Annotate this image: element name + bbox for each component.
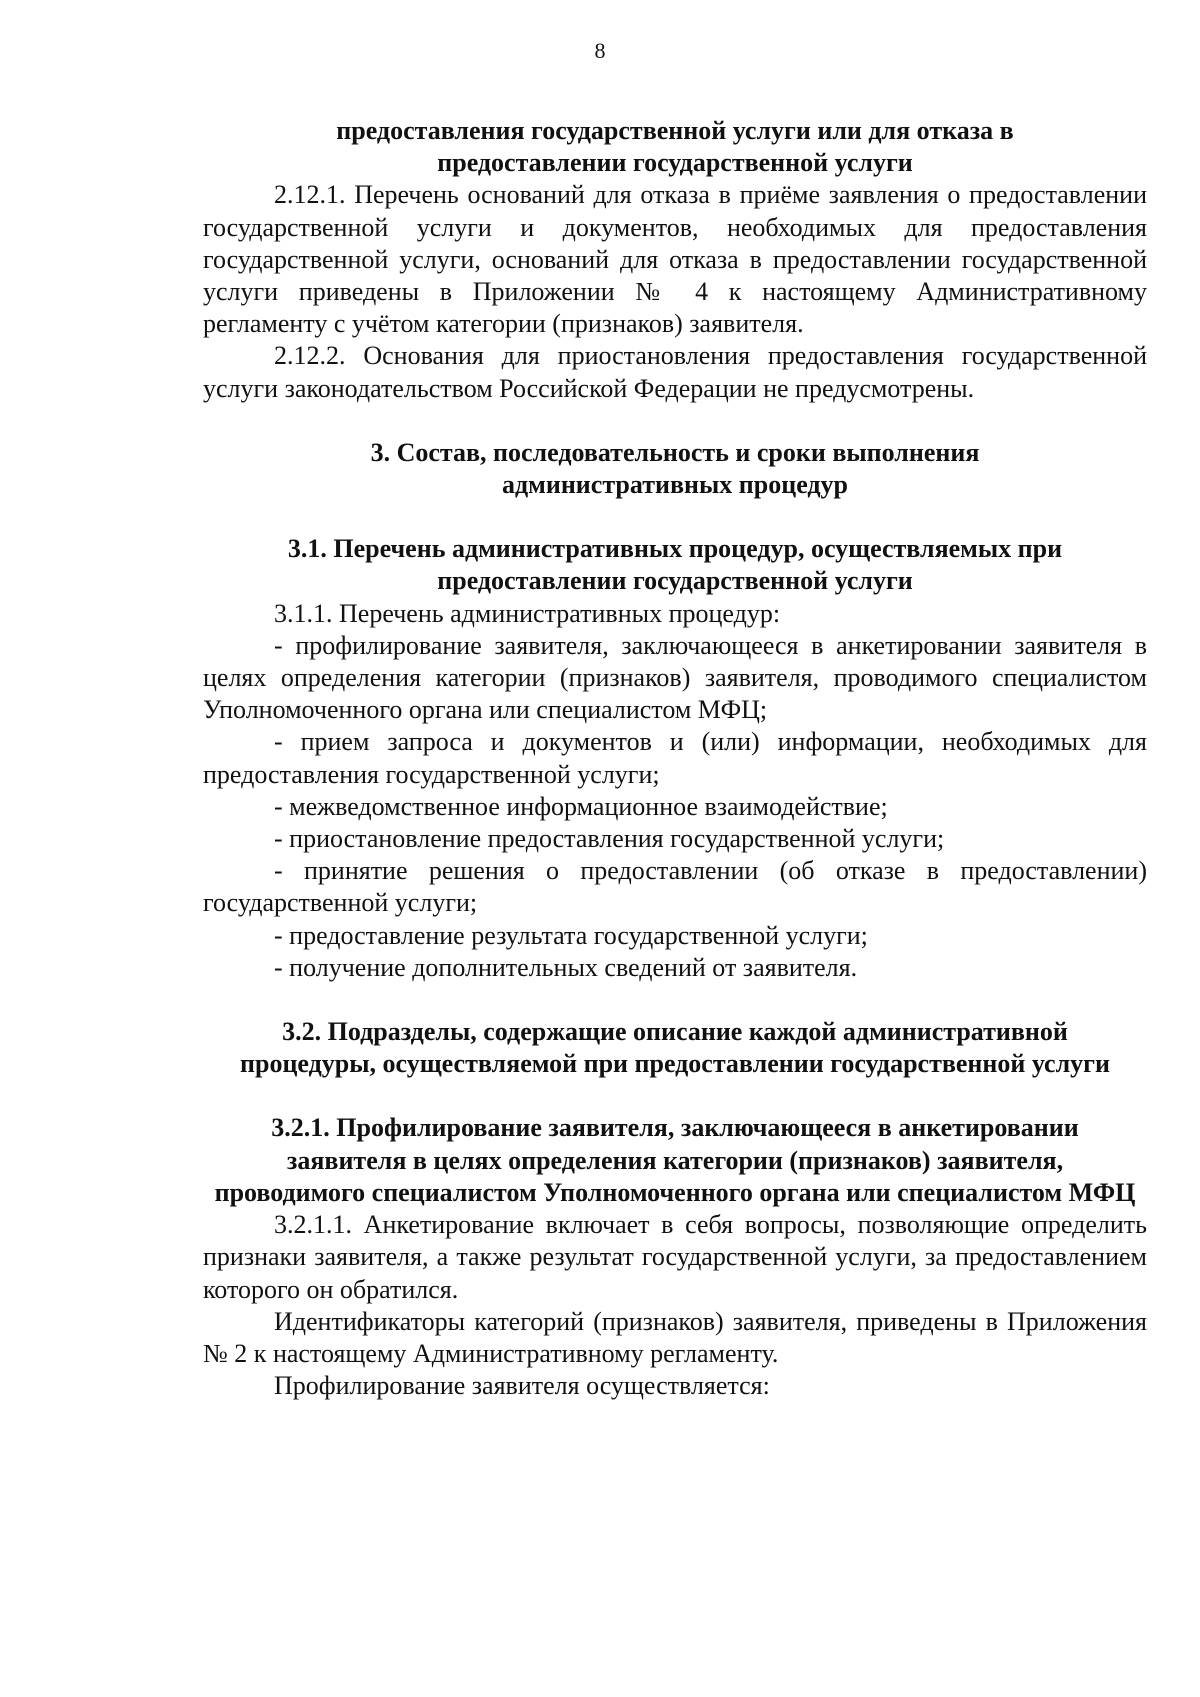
document-body [203, 115, 1147, 1402]
section-heading-3-1: 3.1. Перечень административных процедур, осуществляемых при предоставлении государственной услуги [287, 534, 1063, 596]
paragraph-identifiers: Идентификаторы категорий (признаков) заявителя, приведены в Приложения № 2 к настоящему Административному регламенту. [203, 1306, 1147, 1368]
list-item: - профилирование заявителя, заключающееся в анкетировании заявителя в целях определения категории (признаков) заявителя, проводимого специалистом Уполномоченного органа или специалистом МФЦ; [203, 630, 1147, 725]
list-item: - прием запроса и документов и (или) информации, необходимых для предоставления государственной услуги; [203, 727, 1147, 789]
paragraph-2-12-2: 2.12.2. Основания для приостановления предоставления государственной услуги законодательством Российской Федерации не предусмотрены. [203, 341, 1147, 403]
page-number: 8 [594, 38, 606, 63]
section-heading-2-12: предоставления государственной услуги или для отказа в предоставлении государственной услуги [336, 116, 1014, 178]
list-item: - получение дополнительных сведений от заявителя. [274, 952, 858, 982]
paragraph-3-2-1-1: 3.2.1.1. Анкетирование включает в себя вопросы, позволяющие определить признаки заявителя, а также результат государственной услуги, за предоставлением которого он обратился. [203, 1210, 1147, 1304]
section-heading-3-2-1: 3.2.1. Профилирование заявителя, заключающееся в анкетировании заявителя в целях определения категории (признаков) заявителя, проводимого специалистом Уполномоченного органа или специалистом МФЦ [214, 1113, 1136, 1207]
list-item: - межведомственное информационное взаимодействие; [274, 791, 888, 821]
section-heading-3-2: 3.2. Подразделы, содержащие описание каждой административной процедуры, осуществляемой при предоставлении государственной услуги [240, 1017, 1110, 1079]
section-heading-3: 3. Состав, последовательность и сроки выполнения административных процедур [370, 437, 980, 500]
paragraph-profiling: Профилирование заявителя осуществляется: [274, 1371, 770, 1401]
list-item: - принятие решения о предоставлении (об отказе в предоставлении) государственной услуги; [203, 856, 1147, 918]
list-item: - предоставление результата государственной услуги; [274, 920, 868, 950]
paragraph-3-1-1: 3.1.1. Перечень административных процедур: [274, 598, 781, 628]
list-item: - приостановление предоставления государственной услуги; [274, 824, 945, 854]
paragraph-2-12-1: 2.12.1. Перечень оснований для отказа в приёме заявления о предоставлении государственной услуги и документов, необходимых для предоставления государственной услуги, оснований для отказа в предоставлении государственной услуги приведены в Приложении № 4 к настоящему Административному регламенту с учётом категории (признаков) заявителя. [203, 180, 1147, 339]
